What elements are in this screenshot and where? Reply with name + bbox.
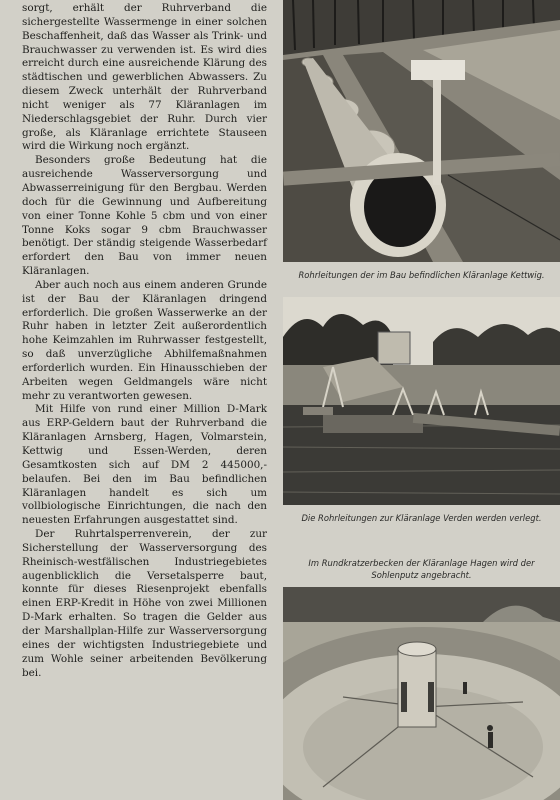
article-paragraph: Aber auch noch aus einem anderen Grunde ist der Bau der Kläranlagen dringend erforderlich. Die großen Wasserwerke an der Ruhr haben in letzter Zeit außerordentlich hohe Keimzahlen im Ruhrwasser festgestellt, so daß unverzügliche Abhilfemaßnahmen erforderlich wurden. Ein Hinausschieben der Arbeiten wegen Geldmangels wäre nicht mehr zu verantworten gewesen. [22,278,267,402]
photo-caption: Die Rohrleitungen zur Kläranlage Verden werden verlegt. [301,513,542,523]
article-paragraph: Mit Hilfe von rund einer Million D-Mark aus ERP-Geldern baut der Ruhrverband die Kläranlagen Arnsberg, Hagen, Volmarstein, Kettwig und Essen-Werden, deren Gesamtkosten sich auf DM 2 445000,- belaufen. Bei den im Bau befindlichen Kläranlagen handelt es sich um vollbiologische Einrichtungen, die nach den neuesten Erfahrungen ausgestattet sind. [22,403,267,527]
article-paragraph: Besonders große Bedeutung hat die ausreichende Wasserversorgung und Abwasserreinigung für den Bergbau. Werden doch für die Gewinnung und Aufbereitung von einer Tonne Kohle 5 cbm und von einer Tonne Koks sogar 9 cbm Brauchwasser benötigt. Der ständig steigende Wasserbedarf erfordert den Bau von immer neuen Kläranlagen. [22,154,267,278]
photo-pipe-laying-water [283,297,560,505]
article-paragraph: Der Ruhrtalsperrenverein, der zur Sicherstellung der Wasserversorgung des Rheinisch-westfälischen Industriegebietes augenblicklich die Versetalsperre baut, konnte für dieses Riesenprojekt ebenfalls einen ERP-Kredit in Höhe von zwei Millionen D-Mark erhalten. So tragen die Gelder aus der Marshallplan-Hilfe zur Wasserversorgung eines der wichtigsten Industriegebiete und zum Wohle seiner arbeitenden Bevölkerung bei. [22,528,267,679]
photo-caption: Im Rundkratzerbecken der Kläranlage Hagen wird der Sohlenputz angebracht. [308,558,535,580]
photo-pipe-trench [283,0,560,262]
photo-clarifier-basin [283,587,560,800]
article-paragraph: sorgt, erhält der Ruhrverband die sichergestellte Wassermenge in einer solchen Beschaffenheit, daß das Wasser als Trink- und Brauchwasser zu verwenden ist. Es wird dies erreicht durch eine ausreichende Klärung des städtischen und gewerblichen Abwassers. Zu diesem Zweck unterhält der Ruhrverband nicht weniger als 77 Kläranlagen im Niederschlagsgebiet der Ruhr. Durch vier große, als Kläranlage errichtete Stauseen wird die Wirkung noch ergänzt. [22,2,267,153]
photo-caption: Rohrleitungen der im Bau befindlichen Kläranlage Kettwig. [298,270,545,280]
article-text-column [22,2,267,680]
